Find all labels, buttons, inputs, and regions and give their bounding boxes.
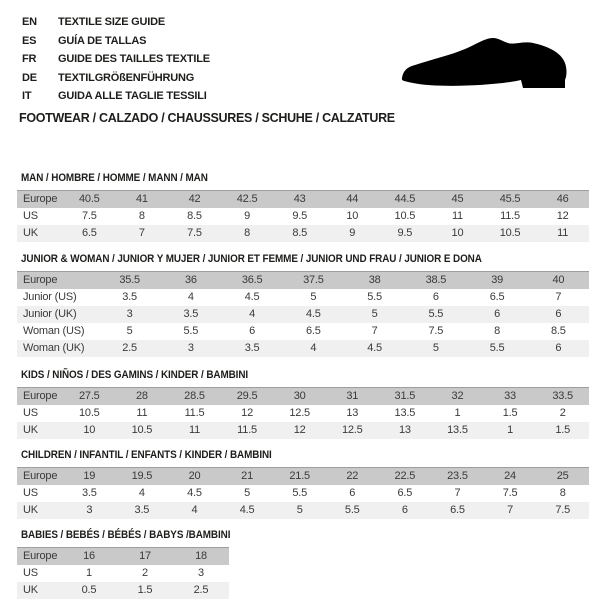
- size-cell: 12.5: [341, 424, 363, 436]
- size-cell: 7.5: [555, 504, 571, 516]
- size-cell: 42.5: [236, 193, 258, 205]
- size-table-title: JUNIOR & WOMAN / JUNIOR Y MUJER / JUNIOR ET FEMME / JUNIOR UND FRAU / JUNIOR E DONA: [21, 253, 482, 265]
- size-table-section-kids: [17, 369, 589, 439]
- size-cell: 6.5: [450, 504, 465, 516]
- size-cell: 46: [556, 193, 569, 205]
- size-cell: 2.5: [122, 342, 137, 354]
- size-cell: 9: [244, 210, 251, 222]
- size-cell: 13.5: [394, 407, 416, 419]
- size-cell: 17: [139, 550, 151, 562]
- row-label: Europe: [23, 274, 58, 286]
- size-cell: 6: [349, 487, 356, 499]
- size-cell: 20: [188, 470, 201, 482]
- row-label: US: [23, 487, 38, 499]
- size-cell: 5: [371, 308, 378, 320]
- size-cell: 45: [451, 193, 464, 205]
- size-cell: 10.5: [499, 227, 521, 239]
- size-cell: 7.5: [81, 210, 97, 222]
- size-cell: 7.5: [428, 325, 444, 337]
- size-cell: 8: [559, 487, 566, 499]
- row-label: Europe: [23, 550, 58, 562]
- size-cell: 2: [142, 567, 148, 579]
- size-cell: 28: [135, 390, 148, 402]
- row-label: US: [23, 210, 38, 222]
- size-row: [17, 306, 589, 323]
- row-label: US: [23, 407, 38, 419]
- size-cell: 28.5: [184, 390, 205, 402]
- size-cell: 9.5: [292, 210, 308, 222]
- size-cell: 13: [398, 424, 411, 436]
- size-cell: 7: [454, 487, 461, 499]
- size-cell: 31.5: [394, 390, 416, 402]
- size-table: [17, 547, 229, 599]
- size-cell: 25: [556, 470, 569, 482]
- language-code: IT: [22, 90, 32, 102]
- size-cell: 29.5: [236, 390, 258, 402]
- size-cell: 8.5: [292, 227, 308, 239]
- size-cell: 32: [451, 390, 464, 402]
- size-cell: 5.5: [428, 308, 444, 320]
- row-label: Europe: [23, 193, 58, 205]
- size-cell: 3: [198, 567, 204, 579]
- size-cell: 38.5: [425, 274, 447, 286]
- size-cell: 6: [432, 291, 439, 303]
- size-cell: 6: [249, 325, 256, 337]
- size-cell: 44.5: [394, 193, 416, 205]
- row-label: Woman (UK): [23, 342, 85, 354]
- size-cell: 3: [86, 504, 93, 516]
- size-cell: 7.5: [502, 487, 518, 499]
- size-cell: 10.5: [131, 424, 153, 436]
- size-table-section-children: [17, 449, 589, 519]
- size-table: [17, 190, 589, 242]
- size-row: [17, 225, 589, 242]
- size-header-row: [17, 548, 229, 566]
- size-cell: 12.5: [289, 407, 310, 419]
- size-cell: 4: [249, 308, 256, 320]
- size-cell: 3: [126, 308, 133, 320]
- language-row: [22, 13, 210, 32]
- size-cell: 6.5: [489, 291, 505, 303]
- size-table-section-man: [17, 172, 589, 242]
- shoe-icon: [393, 25, 577, 105]
- size-cell: 4.5: [367, 342, 382, 354]
- size-cell: 7: [555, 291, 562, 303]
- size-row: [17, 340, 589, 357]
- language-guide-title: TEXTILE SIZE GUIDE: [58, 16, 166, 28]
- size-cell: 0.5: [81, 584, 97, 596]
- size-cell: 8: [494, 325, 501, 337]
- size-cell: 5.5: [183, 325, 199, 337]
- size-table-title: MAN / HOMBRE / HOMME / MANN / MAN: [21, 172, 208, 184]
- size-cell: 4.5: [306, 308, 321, 320]
- size-cell: 31: [346, 390, 359, 402]
- size-cell: 8.5: [551, 325, 566, 337]
- size-cell: 5.5: [367, 291, 382, 303]
- size-cell: 2.5: [193, 584, 209, 596]
- size-table-title: CHILDREN / INFANTIL / ENFANTS / KINDER / BAMBINI: [21, 449, 272, 461]
- size-cell: 36.5: [241, 274, 263, 286]
- size-cell: 22.5: [394, 470, 416, 482]
- size-table: [17, 387, 589, 439]
- size-row: [17, 405, 589, 422]
- size-cell: 11.5: [184, 407, 205, 419]
- size-cell: 6: [555, 308, 562, 320]
- size-cell: 11.5: [237, 424, 257, 436]
- size-cell: 11: [557, 227, 569, 239]
- size-cell: 5: [244, 487, 251, 499]
- size-cell: 4.5: [244, 291, 260, 303]
- size-cell: 40: [552, 274, 565, 286]
- language-row: [22, 50, 210, 69]
- size-cell: 6.5: [81, 227, 97, 239]
- size-cell: 6.5: [306, 325, 321, 337]
- size-cell: 30: [293, 390, 306, 402]
- size-cell: 33.5: [552, 390, 573, 402]
- size-cell: 1: [507, 424, 513, 436]
- language-code: DE: [22, 71, 37, 84]
- size-cell: 8: [138, 210, 145, 222]
- size-cell: 3.5: [134, 504, 150, 516]
- size-cell: 45.5: [499, 193, 521, 205]
- row-label: Junior (US): [23, 291, 77, 303]
- size-cell: 13: [346, 407, 359, 419]
- size-cell: 10.5: [78, 407, 100, 419]
- size-row: [17, 289, 589, 306]
- size-cell: 35.5: [119, 274, 140, 286]
- size-cell: 41: [135, 193, 148, 205]
- row-label: US: [23, 567, 38, 579]
- size-cell: 3.5: [81, 487, 97, 499]
- size-cell: 21: [241, 470, 253, 482]
- size-cell: 2: [559, 407, 566, 419]
- size-cell: 22: [346, 470, 359, 482]
- size-table: [17, 271, 589, 357]
- size-row: [17, 422, 589, 439]
- language-code: FR: [22, 53, 37, 65]
- size-cell: 5: [126, 325, 133, 337]
- row-label: Junior (UK): [23, 308, 77, 320]
- size-cell: 1: [86, 567, 92, 579]
- row-label: UK: [23, 227, 38, 239]
- size-cell: 39: [491, 274, 504, 286]
- size-cell: 43: [293, 193, 306, 205]
- size-cell: 16: [83, 550, 95, 562]
- size-cell: 4: [191, 504, 198, 516]
- row-label: Europe: [23, 390, 58, 402]
- size-row: [17, 565, 229, 582]
- row-label: Europe: [23, 470, 58, 482]
- size-cell: 19: [83, 470, 96, 482]
- size-cell: 37.5: [303, 274, 324, 286]
- size-cell: 7.5: [187, 227, 202, 239]
- size-cell: 40.5: [78, 193, 100, 205]
- size-cell: 21.5: [289, 470, 310, 482]
- size-cell: 24: [504, 470, 516, 482]
- size-row: [17, 208, 589, 225]
- size-cell: 4.5: [187, 487, 202, 499]
- size-cell: 7: [371, 325, 378, 337]
- size-cell: 4: [187, 291, 194, 303]
- size-cell: 5: [310, 291, 317, 303]
- size-table-section-babies: [17, 529, 254, 599]
- size-cell: 12: [241, 407, 253, 419]
- size-header-row: [17, 272, 589, 290]
- size-table-section-junior-woman: [17, 253, 589, 357]
- size-cell: 5.5: [292, 487, 308, 499]
- size-cell: 10: [83, 424, 96, 436]
- size-cell: 19.5: [131, 470, 153, 482]
- size-table: [17, 467, 589, 519]
- row-label: UK: [23, 584, 38, 596]
- size-table-title: KIDS / NIÑOS / DES GAMINS / KINDER / BAMBINI: [21, 369, 249, 381]
- size-cell: 11: [188, 424, 200, 436]
- size-cell: 5.5: [344, 504, 360, 516]
- size-cell: 3.5: [244, 342, 260, 354]
- size-cell: 3.5: [122, 291, 137, 303]
- size-row: [17, 485, 589, 502]
- size-cell: 1.5: [502, 407, 518, 419]
- row-label: UK: [23, 424, 38, 436]
- size-cell: 5: [432, 342, 439, 354]
- size-cell: 10: [346, 210, 359, 222]
- size-cell: 11.5: [500, 210, 520, 222]
- size-cell: 5: [296, 504, 303, 516]
- size-cell: 42: [188, 193, 201, 205]
- size-cell: 8.5: [187, 210, 202, 222]
- language-guide-title: GUIDA ALLE TAGLIE TESSILI: [58, 90, 207, 102]
- row-label: UK: [23, 504, 38, 516]
- language-code: ES: [22, 34, 37, 47]
- size-cell: 13.5: [447, 424, 468, 436]
- size-cell: 6: [555, 342, 562, 354]
- size-cell: 7: [507, 504, 513, 516]
- size-cell: 3: [187, 342, 194, 354]
- size-cell: 18: [195, 550, 207, 562]
- size-cell: 5.5: [489, 342, 505, 354]
- size-cell: 4: [138, 487, 145, 499]
- language-guide-title: GUIDE DES TAILLES TEXTILE: [58, 53, 210, 65]
- size-cell: 10: [451, 227, 464, 239]
- size-cell: 1.5: [137, 584, 153, 596]
- language-guide-title: TEXTILGRÖßENFÜHRUNG: [58, 71, 195, 84]
- size-header-row: [17, 191, 589, 209]
- category-header: FOOTWEAR / CALZADO / CHAUSSURES / SCHUHE / CALZATURE: [19, 111, 395, 125]
- size-cell: 12: [556, 210, 569, 222]
- size-cell: 4.5: [239, 504, 255, 516]
- language-code: EN: [22, 16, 37, 28]
- size-cell: 11: [136, 407, 148, 419]
- size-cell: 9: [349, 227, 356, 239]
- language-row: [22, 69, 210, 88]
- size-cell: 1: [454, 407, 461, 419]
- size-row: [17, 502, 589, 519]
- size-cell: 38: [368, 274, 381, 286]
- size-cell: 1.5: [555, 424, 571, 436]
- language-guide-title: GUÍA DE TALLAS: [58, 34, 147, 47]
- size-cell: 10.5: [394, 210, 416, 222]
- size-cell: 6.5: [397, 487, 413, 499]
- size-cell: 44: [346, 193, 359, 205]
- size-cell: 27.5: [78, 390, 100, 402]
- size-cell: 7: [138, 227, 145, 239]
- size-cell: 36: [184, 274, 197, 286]
- size-cell: 6: [494, 308, 501, 320]
- row-label: Woman (US): [23, 325, 85, 337]
- size-header-row: [17, 388, 589, 406]
- size-cell: 33: [504, 390, 516, 402]
- size-header-row: [17, 468, 589, 486]
- size-cell: 12: [293, 424, 306, 436]
- size-table-title: BABIES / BEBÉS / BÉBÉS / BABYS /BAMBINI: [21, 529, 231, 541]
- size-cell: 9.5: [397, 227, 413, 239]
- language-row: [22, 87, 210, 106]
- size-cell: 23.5: [447, 470, 468, 482]
- size-cell: 8: [244, 227, 251, 239]
- size-cell: 11: [451, 210, 463, 222]
- size-row: [17, 582, 229, 599]
- language-list: [22, 13, 210, 106]
- size-cell: 3.5: [183, 308, 199, 320]
- language-row: [22, 32, 210, 51]
- size-row: [17, 323, 589, 340]
- size-cell: 6: [401, 504, 408, 516]
- size-cell: 4: [310, 342, 317, 354]
